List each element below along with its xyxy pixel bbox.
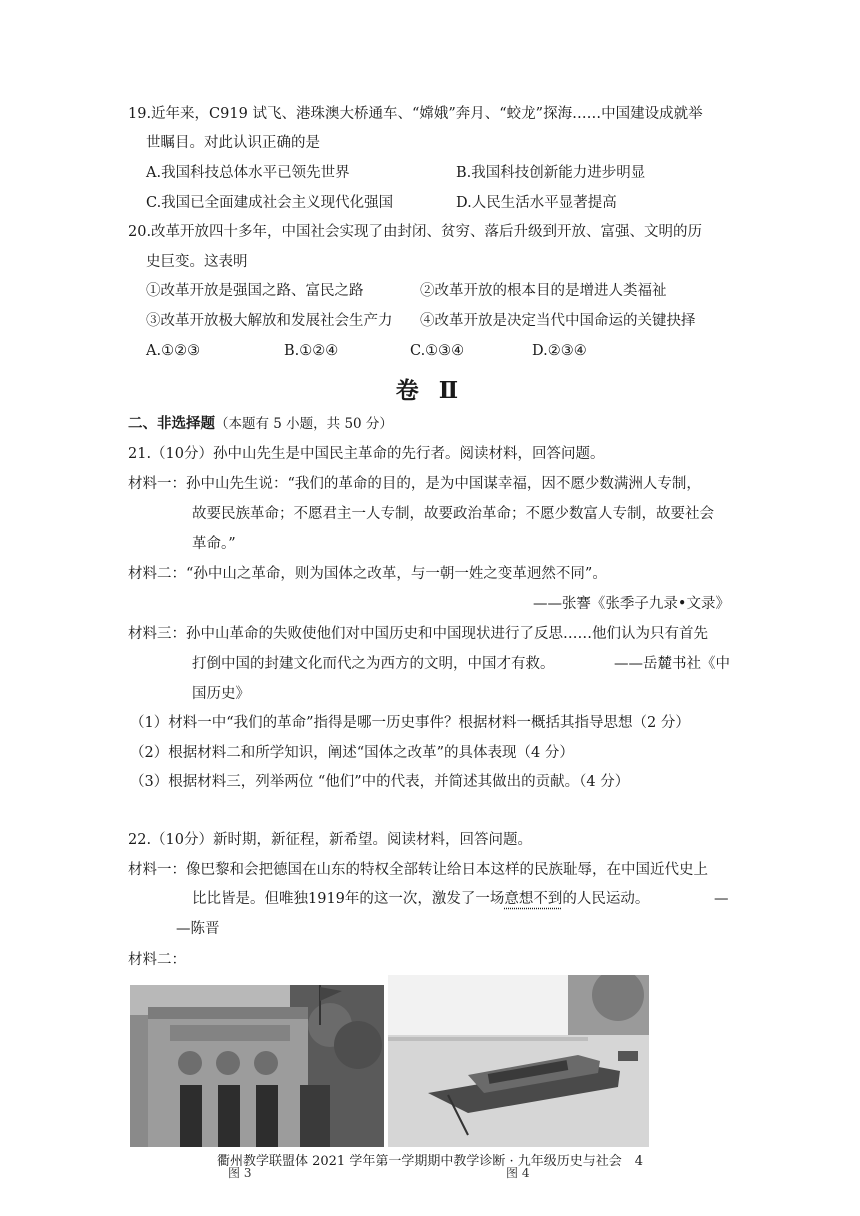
q21-material3-line1: 材料三：孙中山革命的失败使他们对中国历史和中国现状进行了反思……他们认为只有首先 bbox=[128, 626, 708, 642]
q20-option-b: B.①②④ bbox=[284, 343, 339, 359]
q19-line1: 19.近年来，C919 试飞、港珠澳大桥通车、“嫦娥”奔月、“蛟龙”探海……中国建设成就举 bbox=[128, 106, 703, 122]
q20-option-d: D.②③④ bbox=[532, 343, 587, 359]
section-heading bbox=[128, 414, 393, 434]
q21-subquestion-2: （2）根据材料二和所学知识，阐述“国体之改革”的具体表现（4 分） bbox=[130, 745, 574, 761]
q21-material3-source: ——岳麓书社《中 bbox=[614, 656, 730, 672]
q20-statement-2: ②改革开放的根本目的是增进人类福祉 bbox=[420, 283, 667, 299]
q21-material2-source: ——张謇《张季子九录•文录》 bbox=[532, 596, 730, 612]
figure-3-caption: 图 3 bbox=[228, 1166, 252, 1180]
q22-intro: 22.（10分）新时期，新征程，新希望。阅读材料，回答问题。 bbox=[128, 832, 533, 848]
q21-intro: 21.（10分）孙中山先生是中国民主革命的先行者。阅读材料，回答问题。 bbox=[128, 446, 605, 462]
building-photo-art bbox=[130, 985, 384, 1147]
q20-statement-1: ①改革开放是强国之路、富民之路 bbox=[146, 283, 364, 299]
q21-subquestion-3: （3）根据材料三，列举两位 “他们”中的代表，并简述其做出的贡献。（4 分） bbox=[130, 774, 630, 790]
red-boat-photo bbox=[388, 975, 649, 1147]
q22-material2-label: 材料二： bbox=[128, 952, 186, 968]
q20-line2: 史巨变。这表明 bbox=[146, 254, 248, 270]
q22-material1-line1: 材料一：像巴黎和会把德国在山东的特权全部转让给日本这样的民族耻辱，在中国近代史上 bbox=[128, 862, 708, 878]
q20-option-a: A.①②③ bbox=[146, 343, 201, 359]
q21-material1-line2: 故要民族革命；不愿君主一人专制，故要政治革命；不愿少数富人专制，故要社会 bbox=[192, 506, 714, 522]
q20-statement-3: ③改革开放极大解放和发展社会生产力 bbox=[146, 313, 393, 329]
page-footer: 衢州教学联盟体 2021 学年第一学期期中教学诊断 · 九年级历史与社会 4 bbox=[216, 1154, 644, 1169]
q19-option-c: C.我国已全面建成社会主义现代化强国 bbox=[146, 195, 394, 211]
q21-material1-line1: 材料一：孙中山先生说：“我们的革命的目的，是为中国谋幸福，因不愿少数满洲人专制， bbox=[128, 476, 701, 492]
q20-option-c: C.①③④ bbox=[410, 343, 465, 359]
q20-statement-4: ④改革开放是决定当代中国命运的关键抉择 bbox=[420, 313, 696, 329]
section-title: 二、非选择题 bbox=[128, 416, 215, 432]
q22-material1-line2 bbox=[192, 889, 649, 909]
q19-option-d: D.人民生活水平显著提高 bbox=[456, 195, 617, 211]
q22-material1-text-c: 的人民运动。 bbox=[562, 891, 650, 907]
q19-option-b: B.我国科技创新能力进步明显 bbox=[456, 165, 646, 181]
q22-material1-text-a: 比比皆是。但唯独1919年的这一次，激发了一场 bbox=[192, 891, 505, 907]
q19-line2: 世瞩目。对此认识正确的是 bbox=[146, 135, 320, 151]
q22-material1-source: —陈晋 bbox=[176, 921, 220, 937]
q20-line1: 20.改革开放四十多年，中国社会实现了由封闭、贫穷、落后升级到开放、富强、文明的历 bbox=[128, 224, 703, 240]
volume-title: 卷 Ⅱ bbox=[395, 377, 465, 404]
q21-material2-line1: 材料二：“孙中山之革命，则为国体之改革，与一朝一姓之变革迥然不同”。 bbox=[128, 566, 607, 582]
figure-4-caption: 图 4 bbox=[506, 1166, 530, 1180]
building-photo bbox=[130, 985, 384, 1147]
q21-subquestion-1: （1）材料一中“我们的革命”指得是哪一历史事件？根据材料一概括其指导思想（2 分） bbox=[130, 715, 690, 731]
q19-option-a: A.我国科技总体水平已领先世界 bbox=[146, 165, 350, 181]
q22-material1-dash: — bbox=[714, 891, 729, 907]
section-note: （本题有 5 小题，共 50 分） bbox=[215, 416, 393, 432]
q22-material1-emphasis: 意想不到 bbox=[504, 891, 563, 907]
q21-material3-line2: 打倒中国的封建文化而代之为西方的文明，中国才有救。 bbox=[192, 656, 555, 672]
q21-material3-line3: 国历史》 bbox=[192, 686, 250, 702]
q21-material1-line3: 革命。” bbox=[192, 536, 236, 552]
red-boat-photo-art bbox=[388, 975, 649, 1147]
